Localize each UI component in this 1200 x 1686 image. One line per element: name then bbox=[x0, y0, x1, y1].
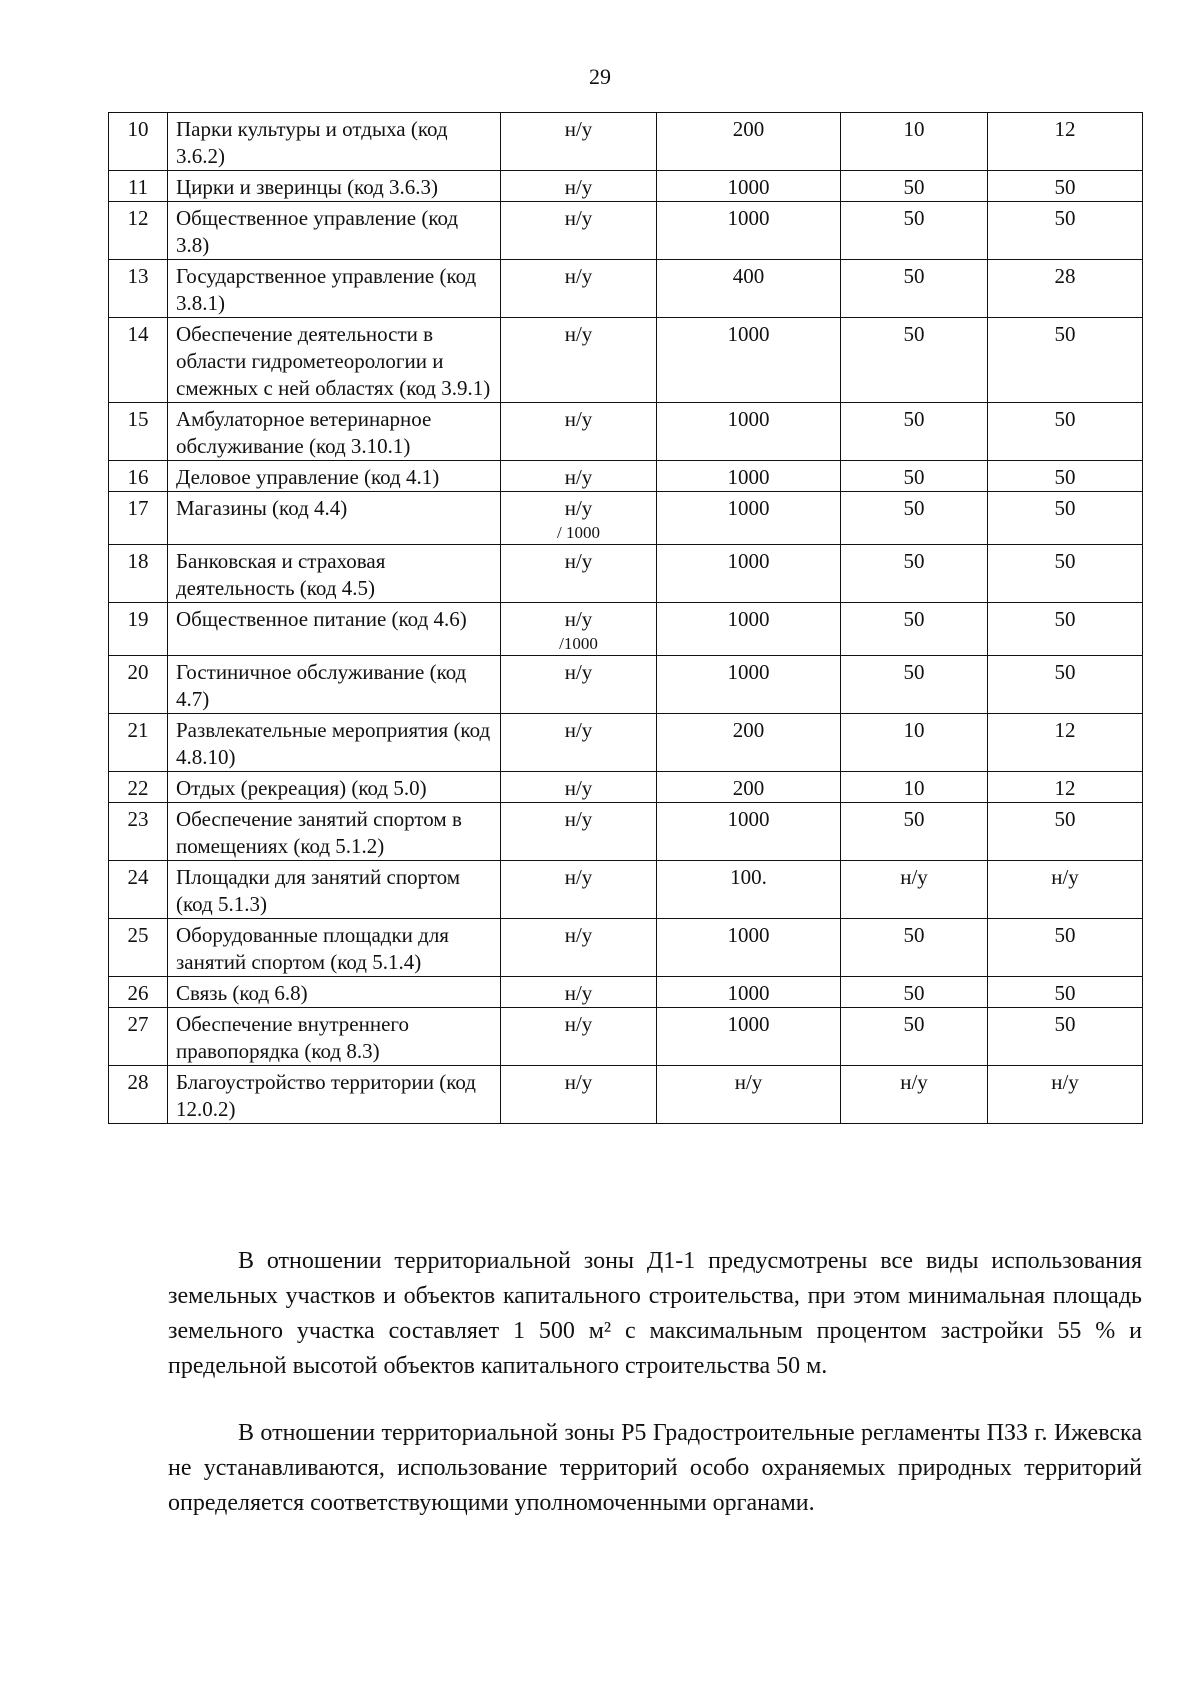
cell-value-text: н/у bbox=[564, 660, 593, 684]
cell-value bbox=[841, 318, 988, 403]
cell-value bbox=[988, 1066, 1143, 1124]
cell-value-text: 50 bbox=[1054, 807, 1076, 831]
row-number bbox=[109, 603, 168, 656]
cell-value-text: 10 bbox=[903, 117, 925, 141]
cell-value-text: н/у bbox=[564, 1012, 593, 1036]
cell-value bbox=[841, 803, 988, 861]
cell-value bbox=[841, 202, 988, 260]
cell-value bbox=[657, 318, 841, 403]
cell-value-text: 1000 bbox=[727, 660, 770, 684]
table-row bbox=[109, 260, 1143, 318]
permitted-use-name-text: Обеспечение занятий спортом в помещениях (код 5.1.2) bbox=[176, 807, 462, 858]
permitted-use-name-text: Магазины (код 4.4) bbox=[176, 496, 348, 520]
cell-value-text: н/у bbox=[564, 322, 593, 346]
cell-value bbox=[501, 202, 657, 260]
cell-value-text: н/у bbox=[564, 981, 593, 1005]
cell-value bbox=[988, 977, 1143, 1008]
cell-value-text: н/у bbox=[564, 496, 593, 520]
cell-value bbox=[501, 603, 657, 656]
cell-value-text: 1000 bbox=[727, 175, 770, 199]
cell-value-text: 50 bbox=[903, 465, 925, 489]
row-number bbox=[109, 861, 168, 919]
cell-value bbox=[657, 803, 841, 861]
permitted-use-name-text: Парки культуры и отдыха (код 3.6.2) bbox=[176, 117, 448, 168]
cell-value bbox=[501, 260, 657, 318]
cell-value bbox=[657, 545, 841, 603]
cell-value-text: 50 bbox=[1054, 660, 1076, 684]
cell-value bbox=[841, 603, 988, 656]
permitted-use-name-text: Связь (код 6.8) bbox=[176, 981, 308, 1005]
cell-value-text: 50 bbox=[1054, 496, 1076, 520]
cell-value-text: н/у bbox=[564, 465, 593, 489]
cell-value-text: 12 bbox=[1054, 776, 1076, 800]
table-row bbox=[109, 1066, 1143, 1124]
permitted-use-name bbox=[168, 656, 501, 714]
permitted-use-name bbox=[168, 1008, 501, 1066]
row-number-text: 10 bbox=[127, 117, 149, 141]
permitted-use-name bbox=[168, 1066, 501, 1124]
permitted-use-name bbox=[168, 603, 501, 656]
cell-value-text: н/у bbox=[564, 175, 593, 199]
cell-value bbox=[657, 403, 841, 461]
permitted-use-name-text: Отдых (рекреация) (код 5.0) bbox=[176, 776, 427, 800]
paragraph-zone-r5 bbox=[168, 1416, 1142, 1521]
cell-value-text: 50 bbox=[903, 923, 925, 947]
cell-value bbox=[657, 461, 841, 492]
cell-value-text: 100. bbox=[730, 865, 767, 889]
row-number-text: 17 bbox=[127, 496, 149, 520]
cell-value-text: 28 bbox=[1054, 264, 1076, 288]
row-number bbox=[109, 545, 168, 603]
cell-value-text: 10 bbox=[903, 718, 925, 742]
cell-value-text: 1000 bbox=[727, 981, 770, 1005]
permitted-use-name-text: Благоустройство территории (код 12.0.2) bbox=[176, 1070, 476, 1121]
paragraph-text: В отношении территориальной зоны Д1-1 предусмотрены все виды использования земельных участков и объектов капитального строительства, при этом минимальная площадь земельного участка составляет 1 500 м² с максимальным процентом застройки 55 % и предельной высотой объектов капитального строительства 50 м. bbox=[168, 1248, 1142, 1379]
cell-value bbox=[501, 656, 657, 714]
table-row bbox=[109, 1008, 1143, 1066]
cell-value bbox=[841, 492, 988, 545]
cell-value-text: 50 bbox=[1054, 981, 1076, 1005]
table-row bbox=[109, 461, 1143, 492]
row-number-text: 15 bbox=[127, 407, 149, 431]
cell-value-text: 12 bbox=[1054, 718, 1076, 742]
row-number bbox=[109, 461, 168, 492]
permitted-use-name bbox=[168, 919, 501, 977]
permitted-use-name-text: Гостиничное обслуживание (код 4.7) bbox=[176, 660, 467, 711]
row-number-text: 13 bbox=[127, 264, 149, 288]
cell-value bbox=[988, 919, 1143, 977]
cell-value bbox=[841, 714, 988, 772]
cell-value bbox=[841, 545, 988, 603]
permitted-use-name-text: Обеспечение внутреннего правопорядка (код 8.3) bbox=[176, 1012, 409, 1063]
cell-value bbox=[501, 171, 657, 202]
cell-value-text: 50 bbox=[903, 1012, 925, 1036]
cell-value-text: 50 bbox=[903, 660, 925, 684]
cell-value bbox=[988, 656, 1143, 714]
cell-value-text: н/у bbox=[734, 1070, 763, 1094]
cell-value-text: 50 bbox=[903, 407, 925, 431]
cell-value bbox=[841, 656, 988, 714]
permitted-use-name-text: Развлекательные мероприятия (код 4.8.10) bbox=[176, 718, 491, 769]
row-number bbox=[109, 171, 168, 202]
row-number-text: 21 bbox=[127, 718, 149, 742]
cell-value-text: 50 bbox=[903, 322, 925, 346]
cell-value-text: 200 bbox=[732, 117, 765, 141]
cell-value bbox=[988, 714, 1143, 772]
permitted-use-name-text: Деловое управление (код 4.1) bbox=[176, 465, 440, 489]
cell-value-text: н/у bbox=[564, 1070, 593, 1094]
cell-value-text: н/у bbox=[564, 549, 593, 573]
permitted-use-name bbox=[168, 803, 501, 861]
row-number bbox=[109, 1066, 168, 1124]
paragraph-text: В отношении территориальной зоны Р5 Градостроительные регламенты ПЗЗ г. Ижевска не устанавливаются, использование территорий особо охраняемых природных территорий определяется соответствующими уполномоченными органами. bbox=[168, 1420, 1142, 1516]
cell-value-text: 50 bbox=[1054, 549, 1076, 573]
cell-value bbox=[988, 603, 1143, 656]
row-number-text: 12 bbox=[127, 206, 149, 230]
row-number-text: 18 bbox=[127, 549, 149, 573]
row-number bbox=[109, 403, 168, 461]
cell-value-text: 1000 bbox=[727, 807, 770, 831]
cell-value bbox=[657, 1008, 841, 1066]
cell-subvalue: /1000 bbox=[559, 634, 598, 653]
row-number bbox=[109, 260, 168, 318]
cell-value-text: 1000 bbox=[727, 496, 770, 520]
permitted-use-name-text: Государственное управление (код 3.8.1) bbox=[176, 264, 477, 315]
row-number-text: 16 bbox=[127, 465, 149, 489]
cell-value bbox=[988, 113, 1143, 171]
page-number: 29 bbox=[589, 64, 611, 89]
cell-value-text: 50 bbox=[903, 264, 925, 288]
table-row bbox=[109, 403, 1143, 461]
cell-value-text: 1000 bbox=[727, 1012, 770, 1036]
cell-value-text: 50 bbox=[1054, 322, 1076, 346]
permitted-use-name-text: Оборудованные площадки для занятий спортом (код 5.1.4) bbox=[176, 923, 449, 974]
permitted-use-name bbox=[168, 171, 501, 202]
cell-value bbox=[988, 492, 1143, 545]
permitted-use-name bbox=[168, 545, 501, 603]
row-number-text: 23 bbox=[127, 807, 149, 831]
cell-value bbox=[988, 171, 1143, 202]
cell-value bbox=[501, 461, 657, 492]
table-row bbox=[109, 656, 1143, 714]
cell-value-text: 1000 bbox=[727, 465, 770, 489]
row-number bbox=[109, 318, 168, 403]
cell-value-text: 200 bbox=[732, 776, 765, 800]
cell-value bbox=[657, 603, 841, 656]
cell-value-text: 50 bbox=[1054, 1012, 1076, 1036]
table-row bbox=[109, 492, 1143, 545]
table-row bbox=[109, 318, 1143, 403]
table-row bbox=[109, 977, 1143, 1008]
cell-value-text: н/у bbox=[564, 718, 593, 742]
permitted-use-name bbox=[168, 977, 501, 1008]
cell-value-text: 1000 bbox=[727, 206, 770, 230]
row-number bbox=[109, 977, 168, 1008]
row-number bbox=[109, 656, 168, 714]
cell-value bbox=[841, 1066, 988, 1124]
row-number-text: 25 bbox=[127, 923, 149, 947]
cell-value-text: 12 bbox=[1054, 117, 1076, 141]
cell-value bbox=[501, 492, 657, 545]
cell-value bbox=[988, 202, 1143, 260]
cell-value-text: н/у bbox=[564, 807, 593, 831]
cell-value bbox=[988, 318, 1143, 403]
cell-subvalue: / 1000 bbox=[557, 523, 600, 542]
cell-value bbox=[657, 977, 841, 1008]
cell-value bbox=[988, 772, 1143, 803]
permitted-use-name bbox=[168, 113, 501, 171]
cell-value-text: 50 bbox=[1054, 407, 1076, 431]
cell-value-text: н/у bbox=[564, 923, 593, 947]
cell-value bbox=[841, 403, 988, 461]
row-number bbox=[109, 202, 168, 260]
cell-value bbox=[501, 772, 657, 803]
row-number-text: 22 bbox=[127, 776, 149, 800]
cell-value bbox=[988, 1008, 1143, 1066]
row-number-text: 14 bbox=[127, 322, 149, 346]
cell-value-text: н/у bbox=[1051, 1070, 1079, 1094]
cell-value-text: н/у bbox=[564, 865, 593, 889]
cell-value bbox=[657, 260, 841, 318]
cell-value bbox=[657, 861, 841, 919]
cell-value bbox=[501, 919, 657, 977]
cell-value-text: н/у bbox=[900, 1070, 928, 1094]
cell-value-text: 50 bbox=[903, 496, 925, 520]
cell-value-text: 50 bbox=[903, 206, 925, 230]
cell-value-text: н/у bbox=[900, 865, 928, 889]
cell-value bbox=[501, 803, 657, 861]
table-row bbox=[109, 202, 1143, 260]
cell-value bbox=[841, 260, 988, 318]
row-number bbox=[109, 919, 168, 977]
cell-value bbox=[841, 919, 988, 977]
cell-value bbox=[657, 171, 841, 202]
permitted-use-name bbox=[168, 861, 501, 919]
permitted-use-name bbox=[168, 461, 501, 492]
permitted-use-name-text: Амбулаторное ветеринарное обслуживание (код 3.10.1) bbox=[176, 407, 432, 458]
cell-value-text: 10 bbox=[903, 776, 925, 800]
cell-value bbox=[657, 113, 841, 171]
cell-value bbox=[501, 318, 657, 403]
regulations-table bbox=[108, 112, 1143, 1124]
cell-value-text: 400 bbox=[732, 264, 765, 288]
cell-value-text: 200 bbox=[732, 718, 765, 742]
table-row bbox=[109, 545, 1143, 603]
row-number-text: 11 bbox=[127, 175, 149, 199]
cell-value bbox=[657, 919, 841, 977]
cell-value bbox=[988, 545, 1143, 603]
table-row bbox=[109, 603, 1143, 656]
cell-value bbox=[988, 403, 1143, 461]
table-row bbox=[109, 113, 1143, 171]
table-row bbox=[109, 171, 1143, 202]
table-row bbox=[109, 919, 1143, 977]
cell-value bbox=[988, 803, 1143, 861]
cell-value-text: 50 bbox=[903, 807, 925, 831]
cell-value bbox=[501, 403, 657, 461]
row-number bbox=[109, 492, 168, 545]
cell-value-text: 1000 bbox=[727, 607, 770, 631]
cell-value bbox=[841, 861, 988, 919]
cell-value-text: 50 bbox=[1054, 607, 1076, 631]
row-number-text: 27 bbox=[127, 1012, 149, 1036]
cell-value-text: 50 bbox=[1054, 465, 1076, 489]
cell-value bbox=[841, 772, 988, 803]
permitted-use-name bbox=[168, 772, 501, 803]
row-number bbox=[109, 113, 168, 171]
cell-value-text: 1000 bbox=[727, 322, 770, 346]
cell-value bbox=[657, 656, 841, 714]
cell-value bbox=[988, 861, 1143, 919]
cell-value bbox=[657, 1066, 841, 1124]
cell-value-text: 1000 bbox=[727, 407, 770, 431]
table-row bbox=[109, 772, 1143, 803]
permitted-use-name-text: Площадки для занятий спортом (код 5.1.3) bbox=[176, 865, 461, 916]
cell-value-text: н/у bbox=[564, 607, 593, 631]
row-number bbox=[109, 772, 168, 803]
row-number bbox=[109, 803, 168, 861]
row-number-text: 24 bbox=[127, 865, 149, 889]
permitted-use-name bbox=[168, 403, 501, 461]
row-number-text: 28 bbox=[127, 1070, 149, 1094]
permitted-use-name-text: Цирки и зверинцы (код 3.6.3) bbox=[176, 175, 439, 199]
row-number-text: 20 bbox=[127, 660, 149, 684]
cell-value-text: 50 bbox=[903, 175, 925, 199]
permitted-use-name-text: Общественное питание (код 4.6) bbox=[176, 607, 467, 631]
permitted-use-name-text: Обеспечение деятельности в области гидрометеорологии и смежных с ней областях (код 3.9.1) bbox=[176, 322, 491, 400]
cell-value bbox=[657, 714, 841, 772]
cell-value bbox=[501, 545, 657, 603]
cell-value bbox=[501, 977, 657, 1008]
row-number-text: 19 bbox=[127, 607, 149, 631]
table-row bbox=[109, 861, 1143, 919]
cell-value bbox=[988, 260, 1143, 318]
cell-value-text: 50 bbox=[903, 981, 925, 1005]
cell-value bbox=[501, 113, 657, 171]
cell-value bbox=[501, 1008, 657, 1066]
permitted-use-name bbox=[168, 202, 501, 260]
cell-value bbox=[841, 977, 988, 1008]
permitted-use-name bbox=[168, 318, 501, 403]
cell-value-text: 50 bbox=[1054, 175, 1076, 199]
table-row bbox=[109, 714, 1143, 772]
cell-value-text: 50 bbox=[903, 607, 925, 631]
cell-value bbox=[501, 1066, 657, 1124]
cell-value-text: н/у bbox=[564, 264, 593, 288]
cell-value-text: н/у bbox=[564, 776, 593, 800]
cell-value-text: н/у bbox=[1051, 865, 1079, 889]
cell-value-text: н/у bbox=[564, 407, 593, 431]
row-number bbox=[109, 1008, 168, 1066]
permitted-use-name bbox=[168, 492, 501, 545]
cell-value-text: 1000 bbox=[727, 549, 770, 573]
cell-value-text: 1000 bbox=[727, 923, 770, 947]
cell-value-text: н/у bbox=[564, 117, 593, 141]
cell-value bbox=[988, 461, 1143, 492]
cell-value bbox=[841, 113, 988, 171]
cell-value bbox=[657, 202, 841, 260]
cell-value bbox=[501, 861, 657, 919]
permitted-use-name-text: Общественное управление (код 3.8) bbox=[176, 206, 459, 257]
cell-value bbox=[841, 461, 988, 492]
cell-value bbox=[657, 772, 841, 803]
cell-value-text: 50 bbox=[1054, 206, 1076, 230]
table-row bbox=[109, 803, 1143, 861]
permitted-use-name bbox=[168, 260, 501, 318]
cell-value-text: 50 bbox=[1054, 923, 1076, 947]
row-number-text: 26 bbox=[127, 981, 149, 1005]
cell-value bbox=[841, 1008, 988, 1066]
cell-value-text: н/у bbox=[564, 206, 593, 230]
row-number bbox=[109, 714, 168, 772]
paragraph-zone-d1-1 bbox=[168, 1244, 1142, 1384]
cell-value bbox=[657, 492, 841, 545]
cell-value-text: 50 bbox=[903, 549, 925, 573]
cell-value bbox=[841, 171, 988, 202]
permitted-use-name bbox=[168, 714, 501, 772]
permitted-use-name-text: Банковская и страховая деятельность (код 4.5) bbox=[176, 549, 386, 600]
cell-value bbox=[501, 714, 657, 772]
